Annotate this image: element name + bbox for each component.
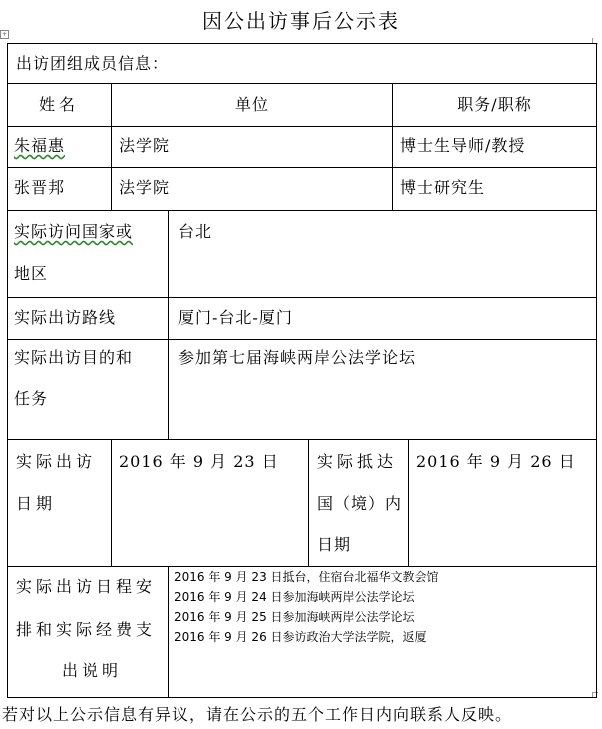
spellcheck-underline: 朱福惠 bbox=[14, 136, 66, 155]
arrive-label-line1: 实际抵达 bbox=[317, 452, 398, 471]
purpose-value: 参加第七届海峡两岸公法学论坛 bbox=[178, 348, 417, 367]
members-header: 出访团组成员信息： bbox=[16, 54, 170, 73]
disclosure-table bbox=[7, 43, 597, 698]
member-unit: 法学院 bbox=[119, 178, 171, 197]
page-title: 因公出访事后公示表 bbox=[202, 9, 400, 33]
purpose-label-line1: 实际出访目的和 bbox=[14, 348, 134, 367]
member-position: 博士研究生 bbox=[400, 178, 486, 197]
schedule-item: 2016 年 9 月 26 日参访政治大学法学院，返厦 bbox=[174, 630, 427, 644]
table-move-handle-icon[interactable]: + bbox=[1, 31, 8, 38]
table-border-bottom bbox=[7, 697, 597, 698]
table-rule bbox=[168, 210, 169, 439]
purpose-label-line2: 任务 bbox=[14, 389, 49, 408]
member-name: 张晋邦 bbox=[14, 178, 66, 197]
route-label: 实际出访路线 bbox=[14, 308, 117, 327]
spellcheck-underline: 实际访问国家或 bbox=[14, 222, 134, 241]
schedule-item: 2016 年 9 月 24 日参加海峡两岸公法学论坛 bbox=[174, 590, 415, 604]
table-rule bbox=[308, 439, 309, 566]
depart-label-line1: 实际出访 bbox=[16, 452, 97, 471]
table-rule bbox=[7, 439, 597, 440]
route-value: 厦门-台北-厦门 bbox=[178, 308, 293, 327]
table-rule bbox=[408, 439, 409, 566]
column-header-name: 姓名 bbox=[38, 95, 79, 114]
depart-label-line2: 日期 bbox=[16, 494, 57, 513]
country-label-line1 bbox=[14, 221, 133, 243]
schedule-item: 2016 年 9 月 23 日抵台，住宿台北福华文教会馆 bbox=[174, 570, 439, 584]
depart-date-value: 2016 年 9 月 23 日 bbox=[119, 452, 279, 471]
schedule-label-line3: 出说明 bbox=[62, 661, 123, 680]
member-name bbox=[14, 135, 65, 157]
country-label-line2: 地区 bbox=[14, 264, 49, 283]
table-rule bbox=[7, 339, 597, 340]
table-border-left bbox=[7, 43, 8, 698]
arrive-date-value: 2016 年 9 月 26 日 bbox=[416, 452, 576, 471]
table-rule bbox=[7, 167, 597, 168]
country-value: 台北 bbox=[178, 222, 213, 241]
schedule-item: 2016 年 9 月 25 日参加海峡两岸公法学论坛 bbox=[174, 610, 415, 624]
schedule-label-line1: 实际出访日程安 bbox=[16, 577, 157, 596]
table-border-right bbox=[596, 43, 597, 698]
table-rule bbox=[7, 297, 597, 298]
column-header-position: 职务/职称 bbox=[457, 95, 532, 114]
table-rule bbox=[168, 566, 169, 697]
footer-note: 若对以上公示信息有异议，请在公示的五个工作日内向联系人反映。 bbox=[2, 705, 513, 724]
member-unit: 法学院 bbox=[119, 136, 171, 155]
table-border-top bbox=[7, 43, 597, 44]
table-rule bbox=[7, 126, 597, 127]
arrive-label-line3: 日期 bbox=[317, 535, 352, 554]
schedule-label-line2: 排和实际经费支 bbox=[16, 620, 157, 639]
table-rule bbox=[111, 439, 112, 566]
arrive-label-line2: 国（境）内 bbox=[317, 494, 403, 513]
column-header-unit: 单位 bbox=[234, 95, 269, 114]
table-rule bbox=[7, 83, 597, 84]
member-position: 博士生导师/教授 bbox=[400, 136, 526, 155]
table-rule bbox=[7, 210, 597, 211]
